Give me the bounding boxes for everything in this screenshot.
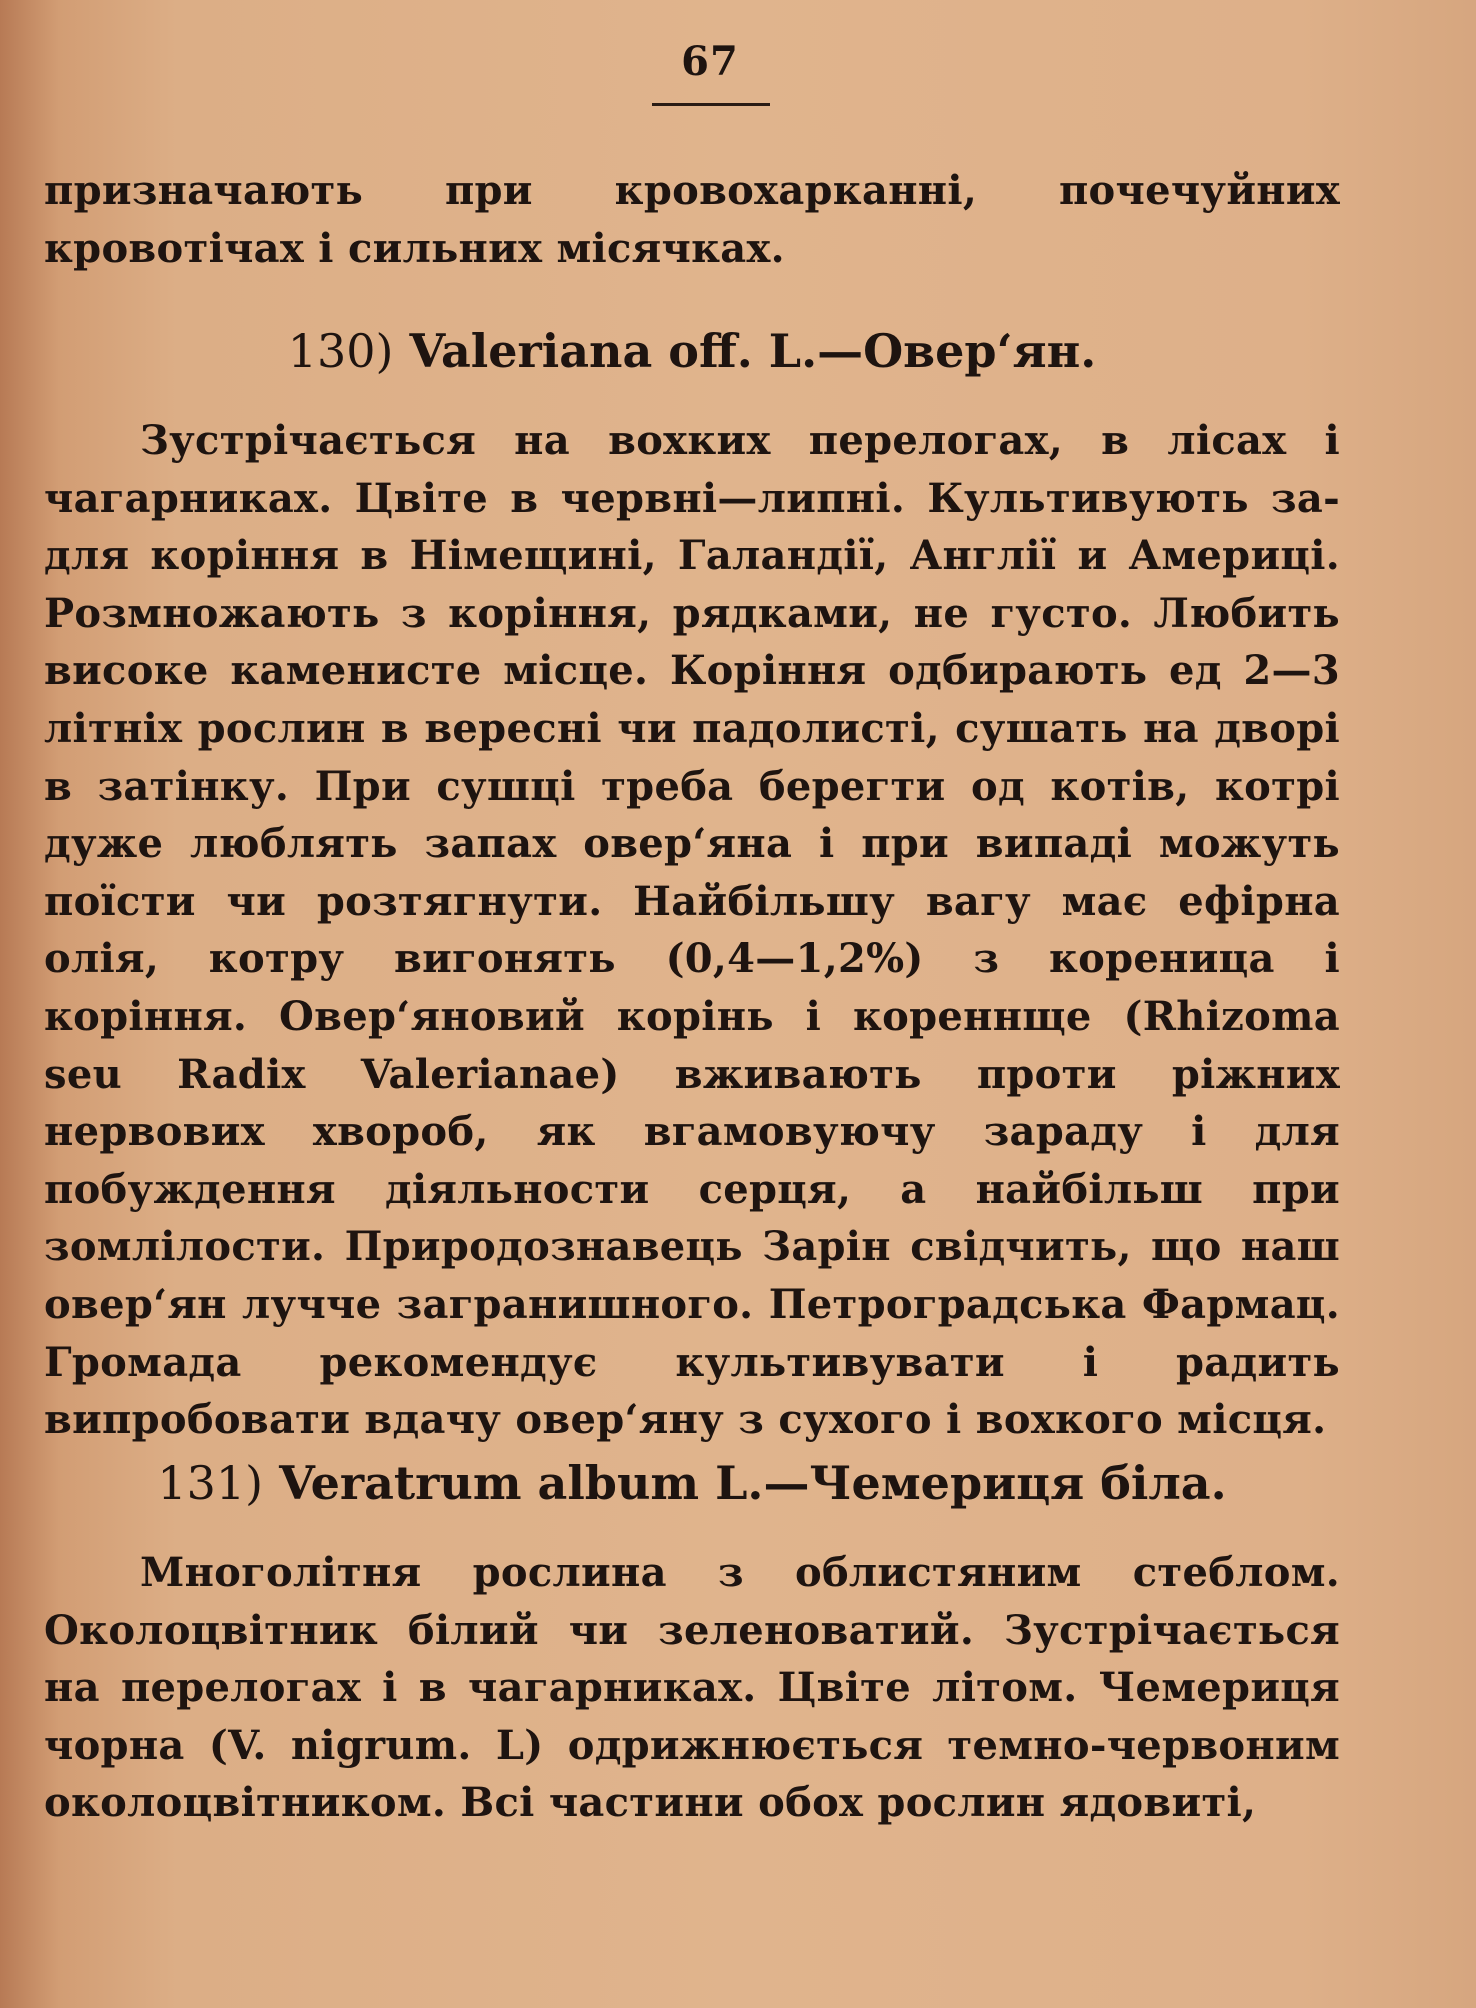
entry-dash: — (817, 324, 864, 378)
entry-body-text: Многолітня рослина з облистяним стеблом. Околоцвітник білий чи зеленоватий. Зустрічається на перелогах і в чагарниках. Цвіте літом. Чемериця чорна (V. nigrum. L) одрижнюється темно-червоним околоцвітником. Всі частини обох рослин ядовиті, (44, 1549, 1340, 1827)
entry-latin-name: Valeriana off. L. (409, 324, 818, 378)
entry-heading-131 (44, 1456, 1340, 1510)
entry-body-130 (44, 412, 1340, 1449)
entry-body-text: Зустрічається на вохких перелогах, в лісах і чагарниках. Цвіте в червні—липні. Культивують за-для коріння в Німещині, Галандії, Англії и Америці. Розмножають з коріння, рядками, не густо. Любить високе каменисте місце. Коріння одбирають ед 2—3 літніх рослин в вересні чи падолисті, сушать на дворі в затінку. При сушці треба берегти од котів, котрі дуже люблять запах овер‘яна і при випаді можуть поїсти чи розтягнути. Найбільшу вагу має ефірна олія, котру вигонять (0,4—1,2%) з кореница і коріння. Овер‘яновий корінь і кореннще (Rhizoma seu Radix Valerianae) вживають проти ріжних нервових хвороб, як вгамовуючу зараду і для побуждення діяльности серця, а найбільш при зомлілости. Природознавець Зарін свідчить, що наш овер‘ян лучче загранишного. Петроградська Фармац. Громада рекомендує культивувати і радить випробовати вдачу овер‘яну з сухого і вохкого місця. (44, 417, 1340, 1444)
entry-number: 130) (287, 324, 394, 378)
page-number-rule (652, 103, 770, 106)
intro-paragraph-text: призначають при кровохарканні, почечуйних кровотічах і сильних місячках. (44, 167, 1340, 272)
entry-latin-name: Veratrum album L. (279, 1456, 764, 1510)
entry-common-name: Чемериця біла. (809, 1456, 1227, 1510)
entry-common-name: Овер‘ян. (863, 324, 1097, 378)
entry-number: 131) (157, 1456, 264, 1510)
entry-heading-130 (44, 324, 1340, 378)
page-number: 67 (681, 38, 739, 85)
entry-dash: — (763, 1456, 810, 1510)
entry-body-131 (44, 1544, 1340, 1832)
intro-paragraph (44, 162, 1340, 277)
